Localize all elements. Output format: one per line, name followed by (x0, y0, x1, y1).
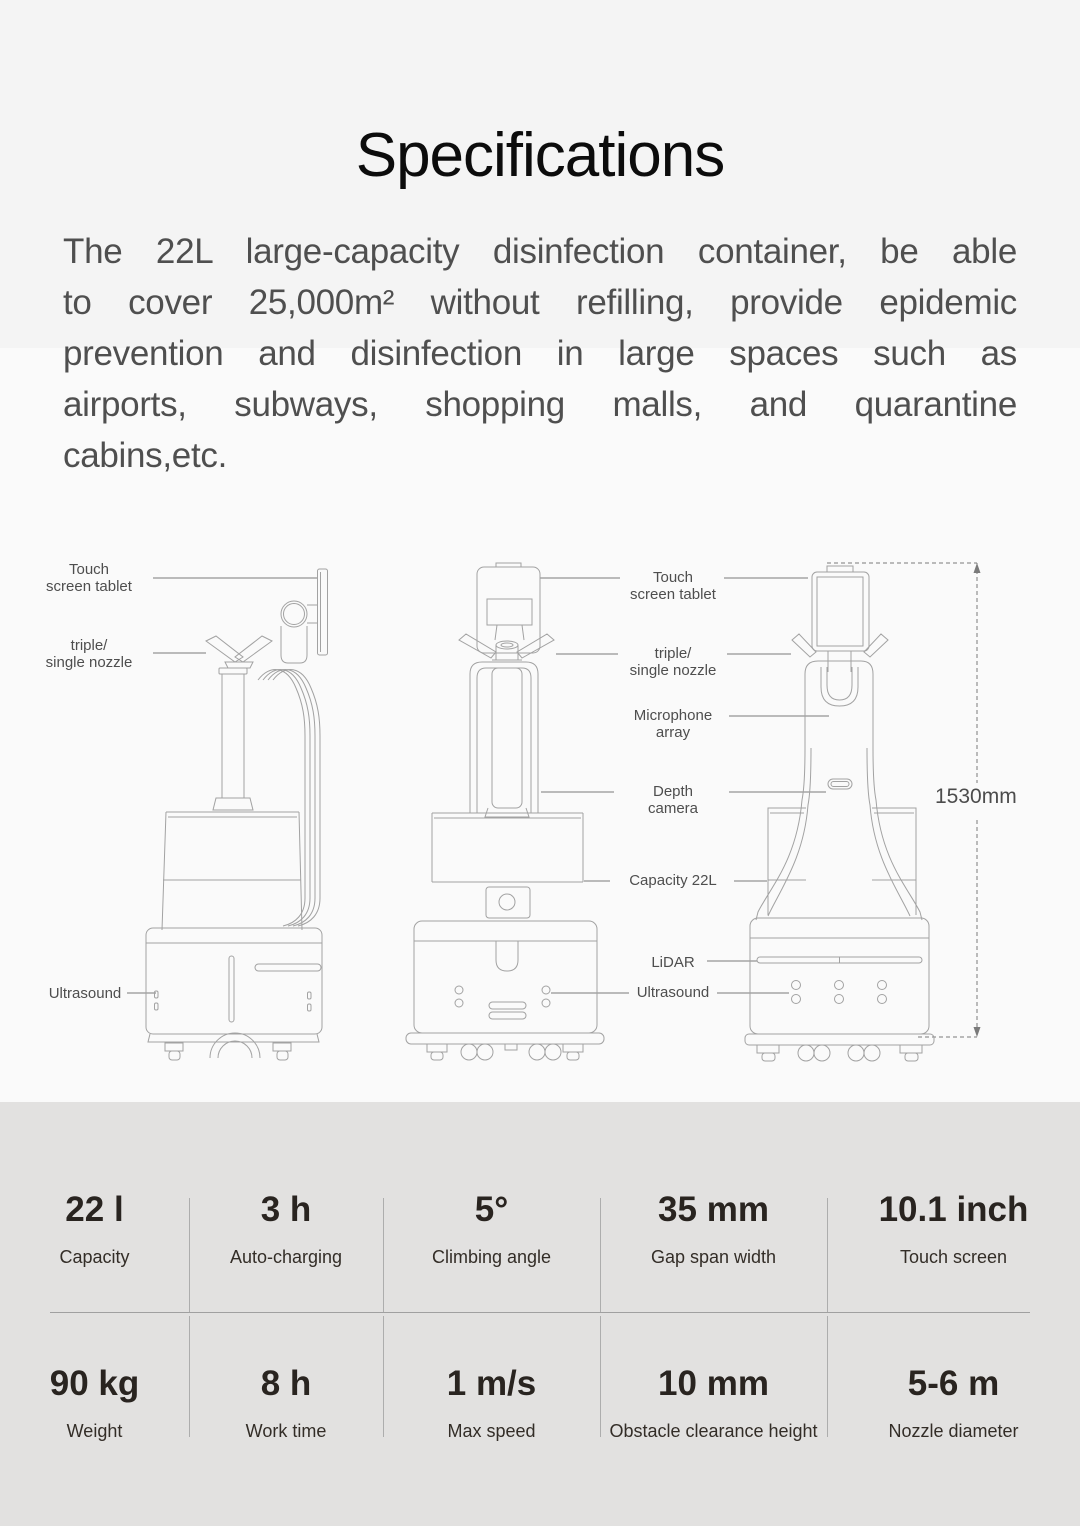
table-divider (189, 1198, 190, 1312)
spec-label: Work time (245, 1421, 327, 1441)
spec-label: Max speed (447, 1421, 536, 1441)
spec-value: 10 mm (658, 1364, 769, 1403)
label-nozzle-left: triple/ single nozzle (45, 637, 133, 671)
spec-label: Obstacle clearance height (609, 1421, 818, 1441)
table-divider (600, 1198, 601, 1312)
table-divider (600, 1316, 601, 1437)
table-divider (383, 1316, 384, 1437)
spec-touch-screen (827, 1190, 1080, 1268)
spec-max-speed (383, 1364, 600, 1442)
page-title: Specifications (355, 121, 725, 190)
intro-line: cabins,etc. (63, 436, 228, 475)
label-microphone-array: Microphone array (633, 707, 713, 741)
spec-work-time (189, 1364, 383, 1442)
spec-climbing-angle (383, 1190, 600, 1268)
label-nozzle: triple/ single nozzle (629, 645, 717, 679)
spec-label: Nozzle diameter (888, 1421, 1019, 1441)
spec-value: 22 l (65, 1190, 124, 1229)
spec-value: 10.1 inch (878, 1190, 1029, 1229)
label-touch-screen-tablet-left: Touch screen tablet (46, 561, 132, 595)
label-touch-screen-tablet: Touch screen tablet (630, 569, 716, 603)
table-divider (383, 1198, 384, 1312)
spec-label: Capacity (59, 1247, 130, 1267)
intro-line: airports, subways, shopping malls, and quarantine (63, 385, 1017, 424)
spec-label: Auto-charging (229, 1247, 343, 1267)
spec-row-2 (0, 1364, 1080, 1442)
label-lidar: LiDAR (651, 954, 695, 971)
spec-label: Climbing angle (431, 1247, 552, 1267)
spec-gap-span-width (600, 1190, 827, 1268)
spec-row-1 (0, 1190, 1080, 1268)
table-divider (827, 1198, 828, 1312)
spec-value: 90 kg (49, 1364, 140, 1403)
spec-auto-charging (189, 1190, 383, 1268)
spec-capacity (0, 1190, 189, 1268)
spec-label: Touch screen (899, 1247, 1008, 1267)
intro-line: The 22L large-capacity disinfection container, be able (63, 232, 1017, 271)
spec-value: 5-6 m (907, 1364, 1000, 1403)
intro-paragraph (63, 226, 1017, 481)
intro-line: prevention and disinfection in large spaces such as (63, 334, 1017, 373)
table-background (0, 1102, 1080, 1526)
spec-value: 5° (474, 1190, 509, 1229)
label-depth-camera: Depth camera (647, 783, 699, 817)
table-divider (827, 1316, 828, 1437)
spec-value: 35 mm (658, 1190, 769, 1229)
label-capacity: Capacity 22L (629, 872, 717, 889)
table-horizontal-divider (50, 1312, 1030, 1313)
spec-value: 3 h (260, 1190, 312, 1229)
spec-obstacle-clearance (600, 1364, 827, 1442)
spec-value: 1 m/s (446, 1364, 537, 1403)
spec-nozzle-diameter (827, 1364, 1080, 1442)
table-divider (189, 1316, 190, 1437)
height-dimension: 1530mm (935, 785, 1017, 808)
label-ultrasound: Ultrasound (636, 984, 710, 1001)
spec-label: Weight (66, 1421, 123, 1441)
label-ultrasound-left: Ultrasound (48, 985, 122, 1002)
spec-value: 8 h (260, 1364, 312, 1403)
spec-weight (0, 1364, 189, 1442)
intro-line: to cover 25,000m² without refilling, provide epidemic (63, 283, 1017, 322)
spec-label: Gap span width (650, 1247, 777, 1267)
